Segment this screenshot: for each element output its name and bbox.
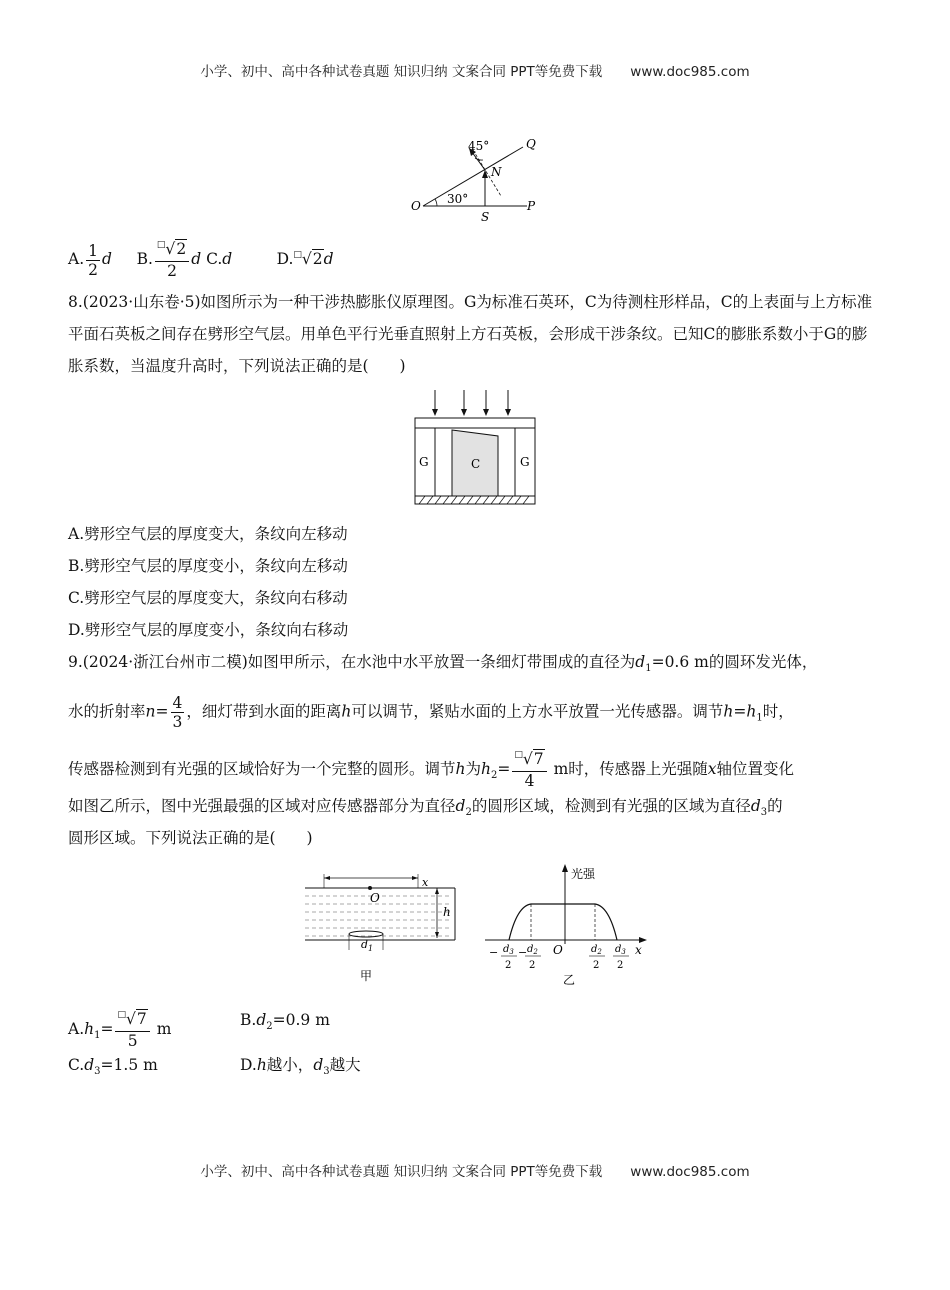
subscript: 2 (491, 770, 498, 782)
q7-options (68, 240, 334, 280)
d-var: d (527, 944, 534, 955)
q9-text: 轴位置变化 (716, 760, 795, 778)
q9-text: 如图乙所示，图中光强最强的区域对应传感器部分为直径 (68, 797, 456, 815)
subscript: 1 (368, 944, 374, 953)
header-site: www.doc985.com (630, 64, 750, 80)
point-n-label: N (491, 165, 502, 179)
var-h1: h (84, 1020, 95, 1038)
q8-option-a: A.劈形空气层的厚度变大，条纹向左移动 (68, 525, 348, 543)
option-text: 越小， (266, 1056, 314, 1074)
equals: = (100, 1020, 114, 1038)
point-o-label: O (411, 199, 421, 213)
option-label: D. (240, 1056, 257, 1074)
origin-label: O (553, 943, 563, 957)
option-label: B. (240, 1011, 257, 1029)
caption-yi: 乙 (563, 973, 576, 987)
frac-num: 4 (172, 694, 183, 712)
footer-site: www.doc985.com (630, 1164, 750, 1180)
option-label: A. (68, 1020, 85, 1038)
frac-den: 5 (127, 1032, 138, 1050)
q9-text: 的 (767, 797, 783, 815)
frac-num (115, 1010, 149, 1032)
q8-option-b: B.劈形空气层的厚度变小，条纹向左移动 (68, 557, 348, 575)
option-text: =1.5 m (100, 1056, 158, 1074)
page-footer (0, 1160, 950, 1180)
var-h: h (256, 1056, 267, 1074)
radicand: 2 (176, 240, 187, 258)
q9-stem-line4 (68, 796, 783, 823)
d1-var: d (361, 938, 369, 951)
radicand: 7 (533, 750, 544, 768)
q7-option-b-fraction (155, 240, 189, 280)
angle-45-label: 45° (468, 139, 490, 153)
var-d2: d (256, 1011, 267, 1029)
frac-num: 1 (88, 241, 98, 260)
var-x: x (707, 760, 717, 778)
q9-text: 传感器检测到有光强的区域恰好为一个完整的圆形。调节 (68, 760, 456, 778)
q9-stem-line3 (68, 750, 794, 790)
frac-den: 4 (524, 772, 535, 790)
q8-stem: 8.(2023·山东卷·5)如图所示为一种干涉热膨胀仪原理图。G为标准石英环，C为待测柱形样品，C的上表面与上方标准平面石英板之间存在劈形空气层。用单色平行光垂直照射上方石英板，会形成干涉条纹。已知C的膨胀系数小于G的膨胀系数，当温度升高时，下列说法正确的是( ) (68, 293, 873, 375)
q7-option-a-fraction (86, 242, 100, 279)
var-h: h (723, 702, 734, 721)
root-index: □ (514, 750, 523, 760)
frac-num (512, 750, 546, 772)
pool-figure (300, 868, 470, 988)
var-d: d (102, 250, 112, 268)
var-d: d (222, 250, 233, 268)
subscript: 3 (509, 948, 514, 956)
equals: = (733, 702, 747, 721)
var-h1: h (746, 702, 757, 721)
g-right-label: G (520, 455, 530, 469)
q9-option-a (68, 1010, 171, 1050)
option-text: =0.9 m (272, 1011, 330, 1029)
d2-num (591, 944, 602, 956)
var-d1: d (635, 653, 646, 671)
neg-d3-den: 2 (505, 960, 512, 971)
q9-stem-line5: 圆形区域。下列说法正确的是( ) (68, 829, 313, 847)
neg-sign: − (489, 946, 499, 959)
q7-option-c-label: C. (206, 250, 223, 268)
d3-den: 2 (617, 960, 624, 971)
subscript: 3 (621, 948, 626, 956)
q9-text: 的圆形区域，检测到有光强的区域为直径 (471, 797, 751, 815)
subscript: 1 (645, 663, 652, 675)
light-intensity-graph (485, 862, 660, 988)
q9-option-c (68, 1055, 158, 1082)
subscript: 3 (760, 807, 768, 819)
root-sign: □√2 (293, 250, 323, 268)
q9-text: =0.6 m的圆环发光体， (651, 653, 818, 671)
q8-option-c: C.劈形空气层的厚度变大，条纹向右移动 (68, 589, 348, 607)
q9-option-b (240, 1010, 330, 1037)
equals: = (155, 702, 169, 721)
fraction-4-3 (171, 694, 185, 731)
var-d3: d (84, 1056, 95, 1074)
g-left-label: G (419, 455, 429, 469)
var-d2: d (455, 797, 466, 815)
option-text: 越大 (329, 1056, 361, 1074)
var-h2: h (481, 760, 491, 778)
root-index: □ (117, 1010, 126, 1020)
subscript: 1 (756, 712, 763, 724)
radicand: 7 (136, 1010, 147, 1028)
d3-num (615, 944, 626, 956)
header-text: 小学、初中、高中各种试卷真题 知识归纳 文案合同 PPT等免费下载 (200, 64, 603, 80)
center-o-label: O (370, 891, 380, 905)
root-index: □ (156, 240, 166, 250)
frac-den: 2 (88, 260, 98, 279)
q7-option-d-label: D. (276, 250, 294, 268)
subscript: 2 (266, 1021, 273, 1033)
neg-d2-num (527, 944, 538, 956)
y-axis-label: 光强 (571, 867, 596, 881)
q7-option-b-label: B. (136, 250, 153, 268)
unit: m (156, 1020, 172, 1038)
angle-30-label: 30° (447, 192, 469, 206)
q9-text: 9.(2024·浙江台州市二模)如图甲所示，在水池中水平放置一条细灯带围成的直径为 (68, 653, 636, 671)
q9-option-d (240, 1055, 361, 1082)
footer-text: 小学、初中、高中各种试卷真题 知识归纳 文案合同 PPT等免费下载 (200, 1164, 603, 1180)
root-sign: □√7 (117, 1010, 147, 1028)
var-h: h (341, 702, 352, 721)
d-var: d (591, 944, 598, 955)
frac-den: 2 (167, 262, 177, 280)
q7-option-a-label: A. (68, 250, 85, 268)
equals: = (497, 760, 511, 778)
d-var: d (615, 944, 622, 955)
neg-sign: − (518, 946, 528, 959)
q9-stem-line2 (68, 694, 794, 731)
depth-h-label: h (443, 905, 451, 919)
var-d: d (191, 250, 202, 268)
root-sign: □√7 (514, 750, 544, 768)
fraction-root7-4 (512, 750, 546, 790)
page-header (0, 60, 950, 80)
root-index: □ (293, 250, 302, 260)
point-s-label: S (481, 210, 490, 224)
c-sample-label: C (471, 457, 481, 471)
root-sign: □√2 (156, 240, 187, 258)
var-n: n (145, 702, 156, 721)
q9-text: 可以调节，紧贴水面的上方水平放置一光传感器。调节 (351, 702, 724, 721)
point-p-label: P (527, 199, 536, 213)
frac-den: 3 (172, 713, 183, 731)
q9-stem-line1 (68, 652, 817, 679)
subscript: 2 (597, 948, 602, 956)
neg-d2-den: 2 (529, 960, 536, 971)
q9-text: ，细灯带到水面的距离 (186, 702, 342, 721)
subscript: 2 (465, 807, 472, 819)
q9-text: 时， (762, 702, 794, 721)
var-d3: d (313, 1056, 324, 1074)
radicand: 2 (312, 250, 323, 268)
var-h: h (455, 760, 466, 778)
subscript: 1 (94, 1030, 101, 1042)
x-axis-label: x (422, 876, 429, 889)
interferometer-figure (410, 388, 540, 508)
subscript: 3 (323, 1066, 330, 1078)
q9-text: m时，传感器上光强随 (553, 760, 708, 778)
point-q-label: Q (526, 137, 536, 151)
x-axis-label: x (635, 943, 642, 957)
d-var: d (503, 944, 510, 955)
q9-text: 水的折射率 (68, 702, 146, 721)
neg-d3-num (503, 944, 514, 956)
caption-jia: 甲 (360, 969, 373, 983)
fraction-root7-5 (115, 1010, 149, 1050)
option-label: C. (68, 1056, 85, 1074)
frac-num (155, 240, 189, 262)
var-d: d (323, 250, 334, 268)
var-d3: d (750, 797, 761, 815)
subscript: 3 (94, 1066, 101, 1078)
refraction-figure (405, 130, 555, 225)
subscript: 2 (533, 948, 538, 956)
q8-option-d: D.劈形空气层的厚度变小，条纹向右移动 (68, 621, 349, 639)
d2-den: 2 (593, 960, 600, 971)
q9-text: 为 (465, 760, 482, 778)
